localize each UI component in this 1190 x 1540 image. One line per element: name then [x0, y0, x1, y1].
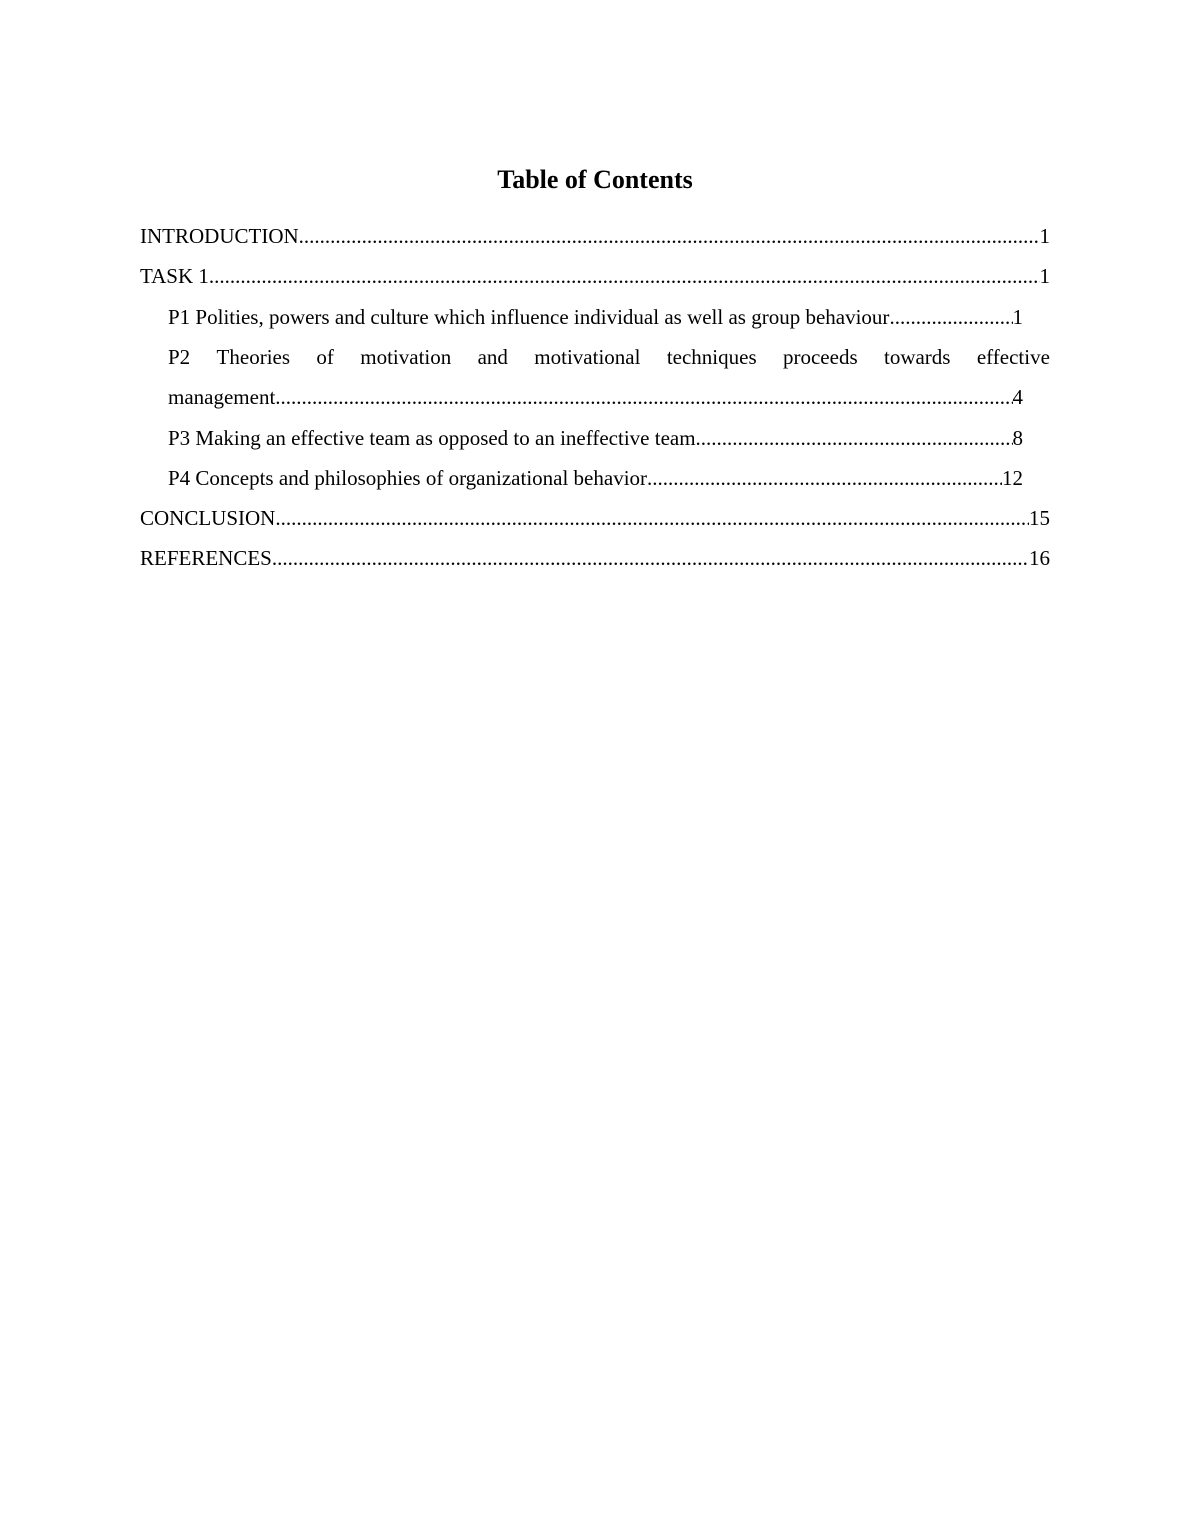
toc-entry-p3[interactable]	[168, 418, 1023, 458]
toc-page-number: 1	[1039, 224, 1050, 248]
toc-entry-label: management	[168, 385, 276, 409]
toc-page-number: 4	[1012, 385, 1023, 409]
toc-word: and	[477, 345, 508, 369]
toc-entry-conclusion[interactable]	[140, 498, 1050, 538]
toc-page-number: 12	[1002, 466, 1023, 490]
toc-entry-label: P4 Concepts and philosophies of organizational behavior	[168, 466, 648, 490]
toc-entry-label: TASK 1	[140, 264, 209, 288]
toc-dot-leader	[647, 458, 1002, 498]
toc-word: towards	[883, 345, 951, 369]
toc-entry-label: CONCLUSION	[140, 506, 276, 530]
toc-entry-p4[interactable]	[168, 458, 1023, 498]
toc-dot-leader	[209, 256, 1040, 296]
toc-title: Table of Contents	[497, 165, 693, 194]
toc-page-number: 1	[1039, 264, 1050, 288]
toc-word: of	[316, 345, 334, 369]
toc-entry-label: P3 Making an effective team as opposed to an ineffective team	[168, 426, 696, 450]
toc-entry-p2-line2[interactable]	[168, 377, 1023, 417]
toc-entry-label: REFERENCES	[140, 546, 272, 570]
toc-word: motivation	[360, 345, 452, 369]
toc-page-number: 1	[1012, 305, 1023, 329]
toc-word: proceeds	[782, 345, 858, 369]
toc-entry-label: P1 Polities, powers and culture which influence individual as well as group behaviour	[168, 305, 890, 329]
toc-word: P2	[168, 345, 191, 369]
toc-word: effective	[976, 345, 1050, 369]
toc-dot-leader	[275, 377, 1012, 417]
toc-dot-leader	[889, 297, 1012, 337]
toc-word: techniques	[666, 345, 757, 369]
toc-dot-leader	[272, 538, 1029, 578]
toc-entry-label: INTRODUCTION	[140, 224, 299, 248]
toc-entry-task-1[interactable]	[140, 256, 1050, 296]
toc-entry-references[interactable]	[140, 538, 1050, 578]
toc-entry-p2-line1[interactable]	[168, 337, 1050, 377]
toc-dot-leader	[275, 498, 1029, 538]
toc-entry-introduction[interactable]	[140, 216, 1050, 256]
toc-dot-leader	[299, 216, 1040, 256]
toc-page-number: 8	[1012, 426, 1023, 450]
toc-page-number: 15	[1029, 506, 1050, 530]
toc-entry-p1[interactable]	[168, 297, 1023, 337]
toc-word: Theories	[216, 345, 291, 369]
toc-page-number: 16	[1029, 546, 1050, 570]
toc-word: motivational	[534, 345, 641, 369]
toc-dot-leader	[696, 418, 1013, 458]
